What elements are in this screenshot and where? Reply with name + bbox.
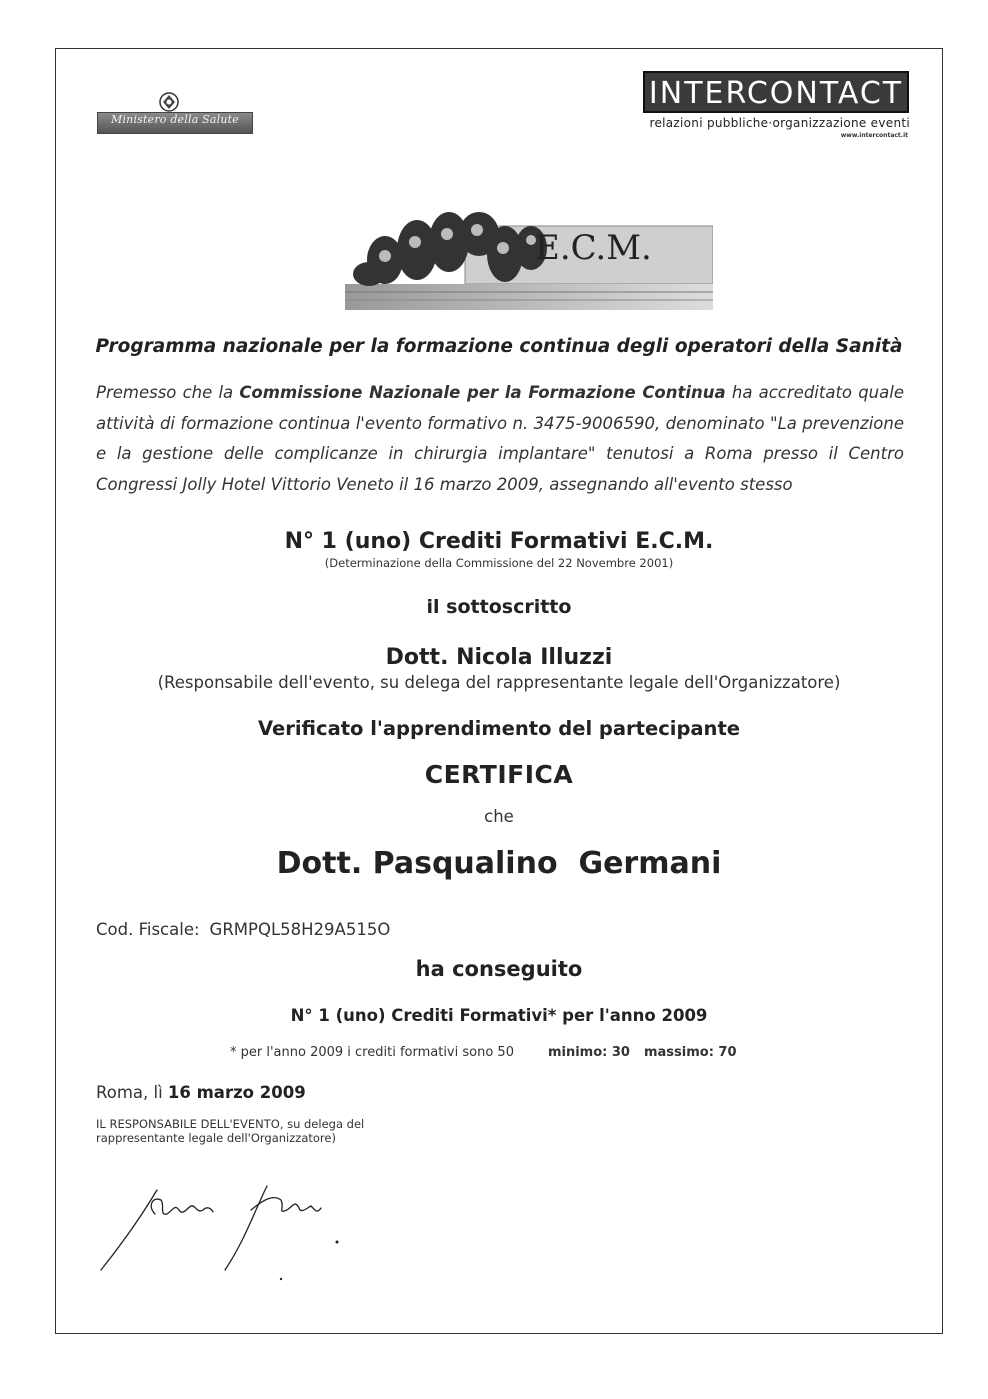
- fiscal-code-label: Cod. Fiscale:: [96, 920, 200, 939]
- issue-date: 16 marzo 2009: [167, 1083, 306, 1102]
- ecm-artwork-icon: [345, 212, 713, 310]
- responsible-role: (Responsabile dell'evento, su delega del rappresentante legale dell'Organizzatore): [157, 673, 841, 692]
- obtained-credits: N° 1 (uno) Crediti Formativi* per l'anno 2009: [290, 1006, 708, 1025]
- obtained-heading: ha conseguito: [415, 957, 583, 981]
- che-text: che: [484, 807, 514, 826]
- ecm-banner: [345, 212, 713, 310]
- undersigned-heading: il sottoscritto: [426, 596, 572, 618]
- fiscal-code-value: GRMPQL58H29A515O: [209, 920, 391, 939]
- signature-icon: [95, 1170, 355, 1290]
- minimum-credits: minimo: 30: [547, 1045, 630, 1060]
- ministero-logo: [97, 90, 251, 138]
- assigned-credits: N° 1 (uno) Crediti Formativi E.C.M.: [284, 529, 714, 554]
- maximum-credits: massimo: 70: [643, 1045, 737, 1060]
- place-date: Roma, lì 16 marzo 2009: [96, 1083, 306, 1102]
- intercontact-url: www.intercontact.it: [840, 132, 908, 139]
- ministero-text: Ministero della Salute: [110, 113, 239, 126]
- signature: [95, 1170, 355, 1290]
- intercontact-logo: [643, 71, 909, 113]
- emblem-icon: [97, 90, 251, 114]
- verified-heading: Verificato l'apprendimento del partecipante: [258, 717, 740, 740]
- intercontact-text: INTERCONTACT: [648, 76, 904, 111]
- intercontact-subtitle: relazioni pubbliche·organizzazione eventi: [649, 116, 910, 130]
- footer-responsible: IL RESPONSABILE DELL'EVENTO, su delega del rappresentante legale dell'Organizzatore): [96, 1117, 365, 1145]
- certifica-heading: CERTIFICA: [424, 760, 574, 789]
- credits-note: * per l'anno 2009 i crediti formativi sono 50 minimo: 30 massimo: 70: [230, 1045, 737, 1060]
- program-title: Programma nazionale per la formazione continua degli operatori della Sanità: [95, 336, 903, 357]
- participant-name: Dott. Pasqualino Germani: [276, 846, 722, 881]
- ecm-title: E.C.M.: [535, 228, 652, 268]
- premise-paragraph: Premesso che la Commissione Nazionale per la Formazione Continua ha accreditato quale attività di formazione continua l'evento formativo n. 3475-9006590, denominato "La prevenzione e la gestione delle complicanze in chirurgia implantare" tenutosi a Roma presso il Centro Congressi Jolly Hotel Vittorio Veneto il 16 marzo 2009, assegnando all'evento stesso: [96, 383, 904, 494]
- fiscal-code: [96, 920, 390, 939]
- responsible-name: Dott. Nicola Illuzzi: [385, 645, 613, 670]
- commission-name: Commissione Nazionale per la Formazione Continua: [239, 383, 726, 402]
- determination-note: (Determinazione della Commissione del 22 Novembre 2001): [324, 556, 674, 570]
